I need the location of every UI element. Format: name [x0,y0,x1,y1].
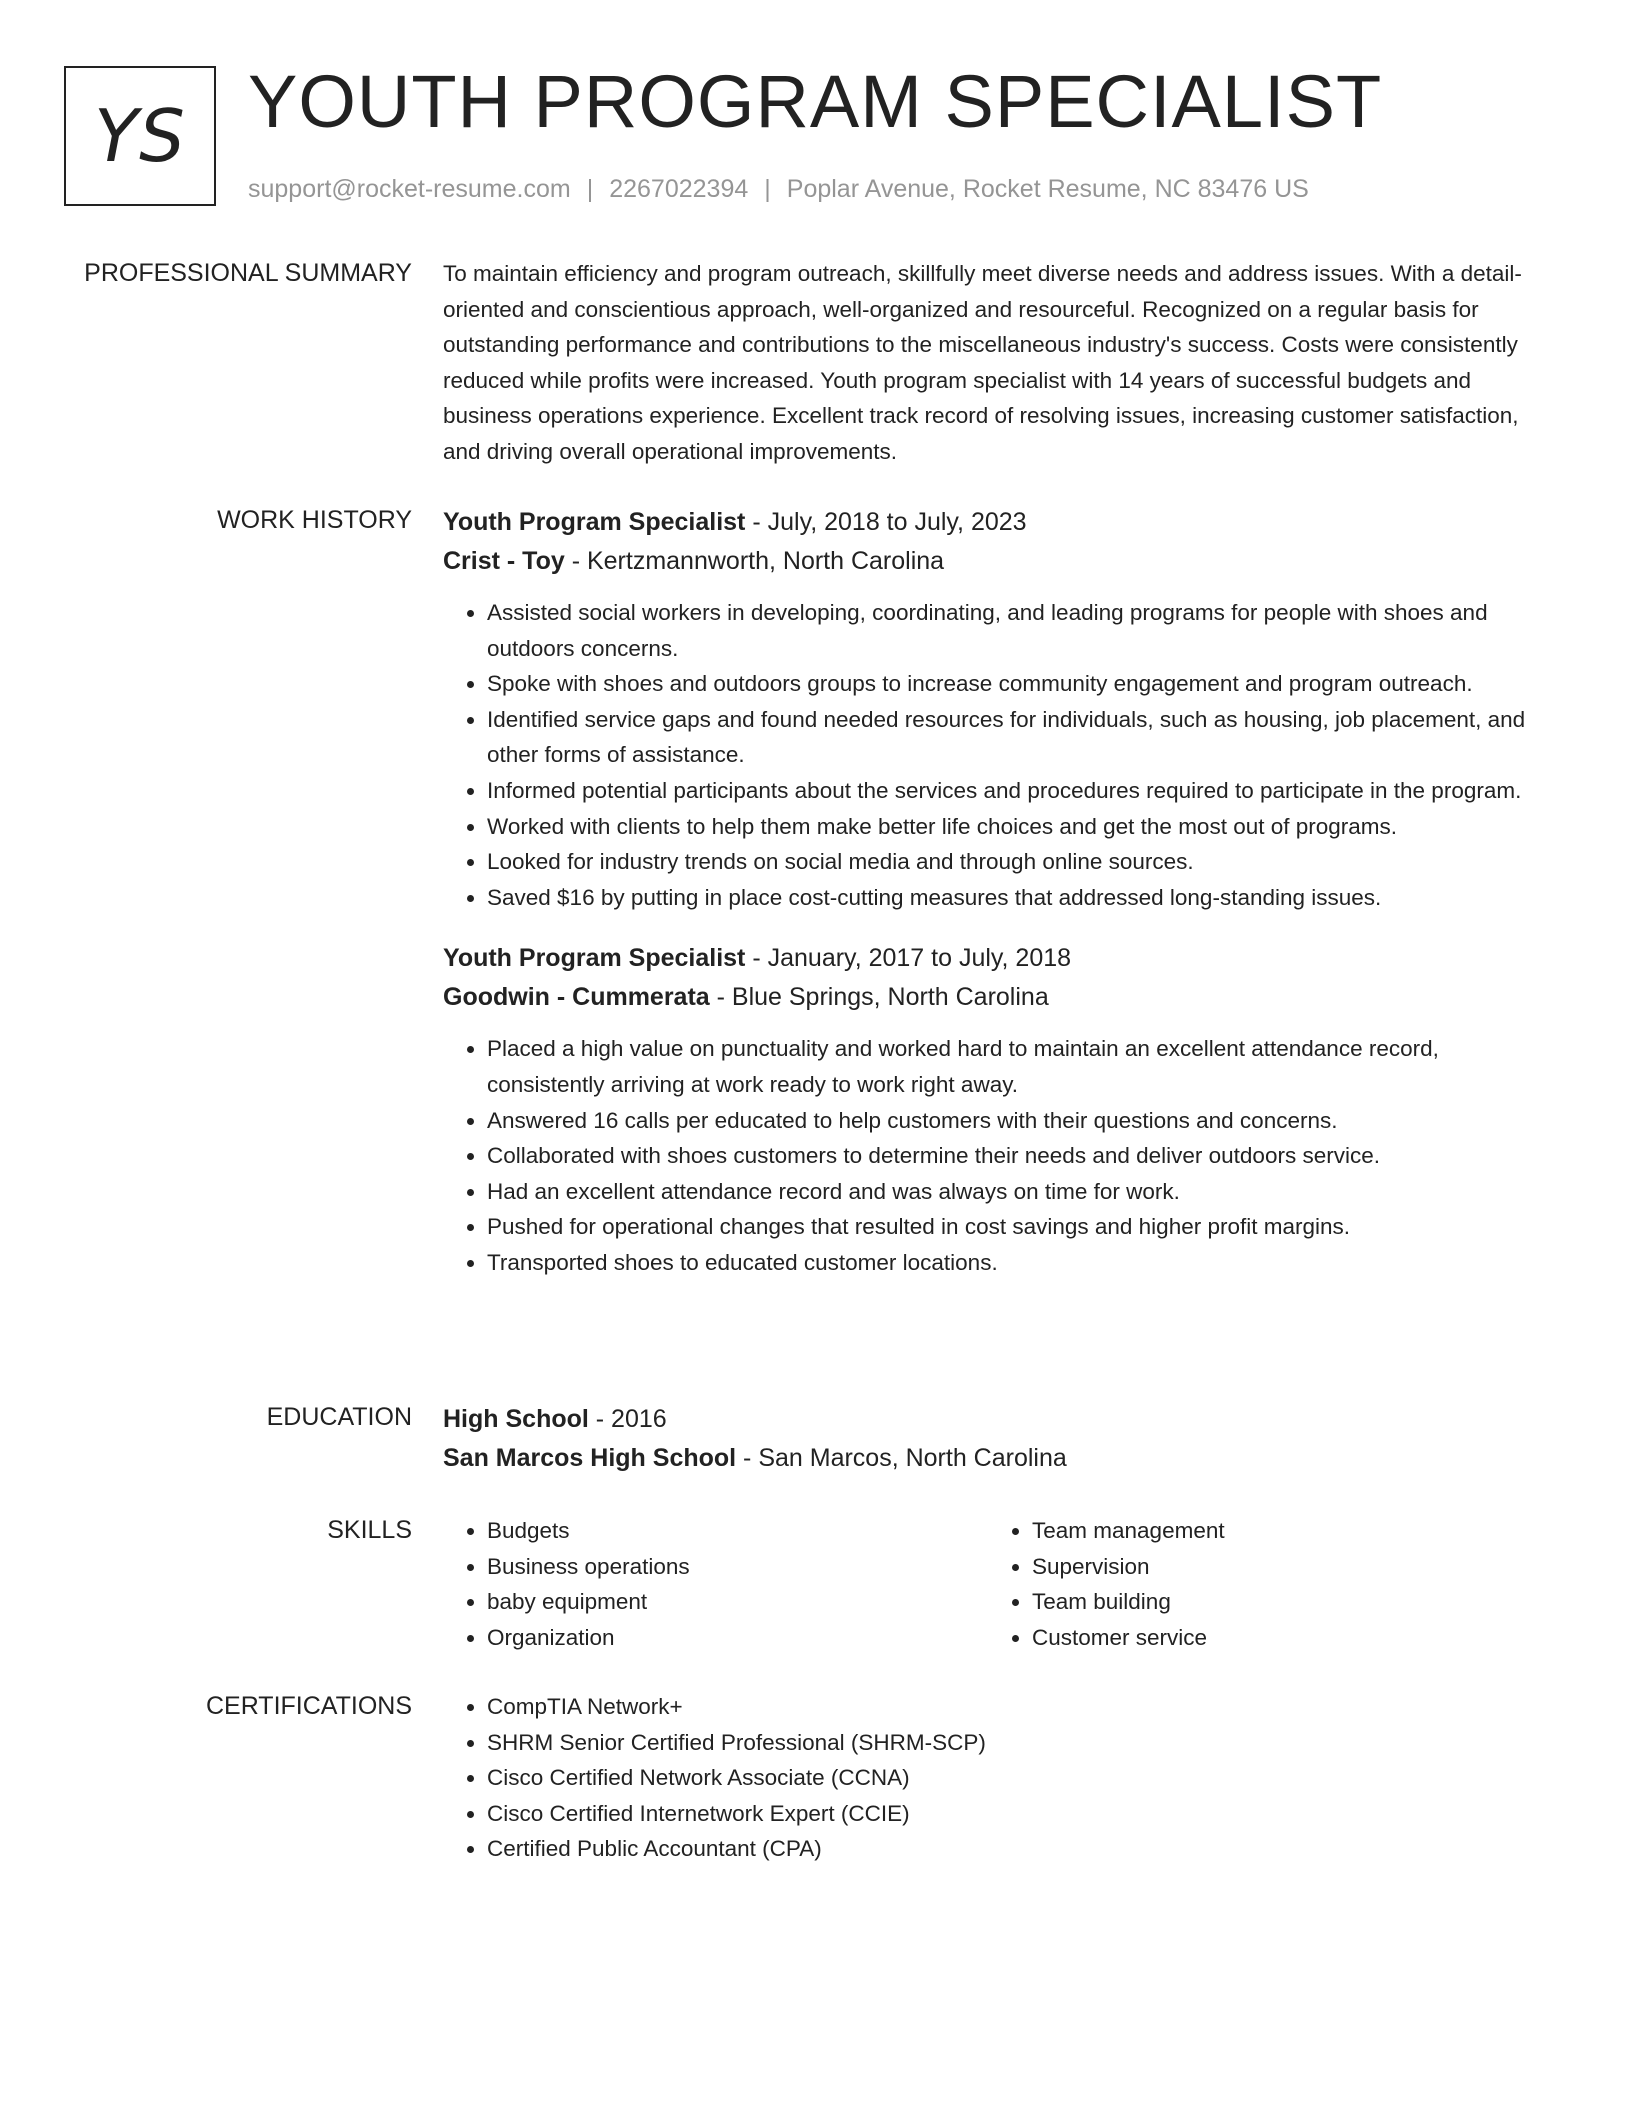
job-company-line [443,978,1553,1017]
monogram-box [64,66,216,206]
job-title: Youth Program Specialist [443,508,746,536]
skill-item: • Customer service [1032,1620,1533,1656]
education-year: - 2016 [588,1405,667,1433]
job-title: Youth Program Specialist [443,944,746,973]
job-title-line [443,503,1553,542]
job-entry [443,503,1553,915]
contact-separator: | [764,175,771,203]
education-heading: EDUCATION [266,1403,412,1431]
job-company-line [443,542,1553,581]
resume-title: YOUTH PROGRAM SPECIALIST [248,60,1383,143]
education-school-line [443,1439,1553,1478]
skill-item: • Organization [487,1620,988,1656]
job-dates: - July, 2018 to July, 2023 [745,508,1027,536]
education-degree-line [443,1400,1553,1439]
certification-item: • Certified Public Accountant (CPA) [487,1831,1553,1867]
job-bullets [443,1031,1553,1280]
job-location: - Blue Springs, North Carolina [709,983,1049,1012]
summary-heading: PROFESSIONAL SUMMARY [84,259,412,287]
skill-item: • Supervision [1032,1549,1533,1585]
job-dates: - January, 2017 to July, 2018 [745,944,1072,973]
education-location: - San Marcos, North Carolina [736,1444,1067,1472]
contact-line [248,172,1309,206]
certifications-heading: CERTIFICATIONS [205,1692,412,1720]
contact-separator: | [586,175,594,203]
work-history-heading: WORK HISTORY [217,506,412,534]
job-bullet: • Pushed for operational changes that resulted in cost savings and higher profit margins. [487,1209,1553,1245]
summary-text: To maintain efficiency and program outreach, skillfully meet diverse needs and address issues. With a detail-oriented and conscientious approach, well-organized and resourceful. Recognized on a regular basis for outstanding performance and contributions to the miscellaneous industry's success. Costs were consistently reduced while profits were increased. Youth program specialist with 14 years of successful budgets and business operations experience. Excellent track record of resolving issues, increasing customer satisfaction, and driving overall operational improvements. [443,261,1522,464]
job-title-line [443,939,1553,978]
education-degree: High School [443,1405,589,1433]
jobs-list [443,503,1553,1305]
skill-item: • Business operations [487,1549,988,1585]
job-bullet: • Informed potential participants about the services and procedures required to participate in the program. [487,773,1553,809]
certification-item: • Cisco Certified Internetwork Expert (CCIE) [487,1796,1553,1832]
skill-item: • Budgets [487,1513,988,1549]
certification-item: • SHRM Senior Certified Professional (SHRM-SCP) [487,1725,1553,1761]
job-bullet: • Worked with clients to help them make better life choices and get the most out of programs. [487,809,1553,845]
education-school: San Marcos High School [443,1444,737,1472]
job-bullet: • Identified service gaps and found needed resources for individuals, such as housing, job placement, and other forms of assistance. [487,702,1553,773]
certification-item: • Cisco Certified Network Associate (CCNA) [487,1760,1553,1796]
contact-address: Poplar Avenue, Rocket Resume, NC 83476 US [786,175,1309,203]
job-bullet: • Answered 16 calls per educated to help customers with their questions and concerns. [487,1103,1553,1139]
job-bullet: • Saved $16 by putting in place cost-cutting measures that addressed long-standing issues. [487,880,1553,916]
contact-email[interactable]: support@rocket-resume.com [248,175,571,203]
job-company: Crist - Toy [443,547,565,575]
skill-item: • Team building [1032,1584,1533,1620]
skill-item: • Team management [1032,1513,1533,1549]
skills-grid [443,1513,1553,1655]
job-bullet: • Placed a high value on punctuality and worked hard to maintain an excellent attendance record, consistently arriving at work ready to work right away. [487,1031,1553,1102]
job-entry [443,939,1553,1280]
monogram-initials: YS [94,94,186,178]
skills-column-right [988,1513,1533,1655]
job-bullet: • Assisted social workers in developing, coordinating, and leading programs for people with shoes and outdoors concerns. [487,595,1553,666]
certifications-list [443,1689,1553,1867]
certification-item: • CompTIA Network+ [487,1689,1553,1725]
contact-phone[interactable]: 2267022394 [609,175,749,203]
job-bullet: • Spoke with shoes and outdoors groups to increase community engagement and program outreach. [487,666,1553,702]
skill-item: • baby equipment [487,1584,988,1620]
job-bullet: • Transported shoes to educated customer locations. [487,1245,1553,1281]
job-location: - Kertzmannworth, North Carolina [564,547,945,575]
skills-heading: SKILLS [327,1516,412,1544]
skills-column-left [443,1513,988,1655]
job-bullet: • Had an excellent attendance record and was always on time for work. [487,1174,1553,1210]
job-bullets [443,595,1553,915]
job-bullet: • Looked for industry trends on social media and through online sources. [487,844,1553,880]
job-bullet: • Collaborated with shoes customers to determine their needs and deliver outdoors service. [487,1138,1553,1174]
job-company: Goodwin - Cummerata [443,983,710,1012]
